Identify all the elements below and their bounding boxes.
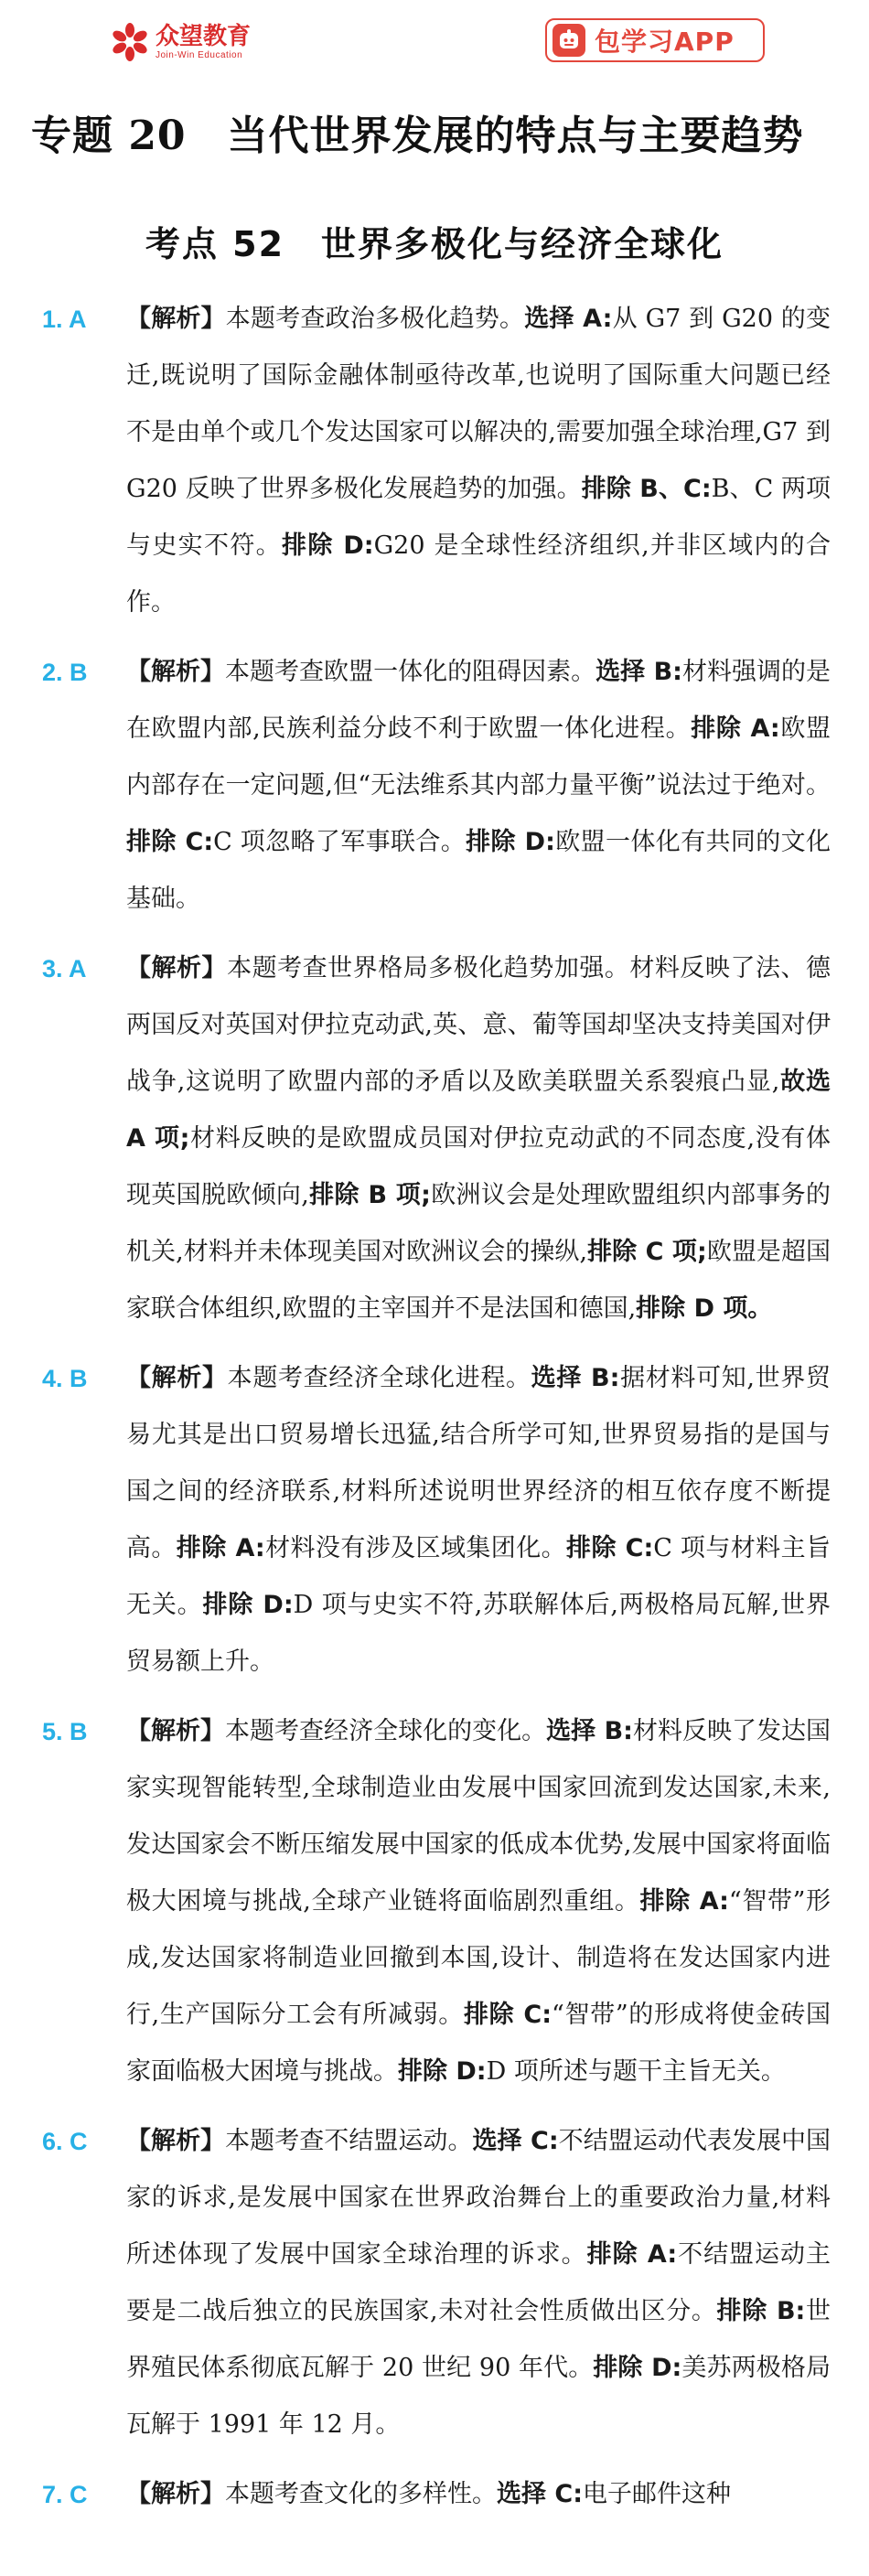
answer-number: 5. B [42, 1718, 88, 1745]
answer-keyword: 【解析】 [126, 658, 226, 686]
brand-name-en: Join-Win Education [156, 49, 243, 60]
answer-keyword: 排除 C 项; [587, 1238, 707, 1266]
brand-logo [110, 22, 251, 62]
answer-item [42, 291, 831, 631]
answer-text: 世界殖民体系彻底瓦解于 20 世纪 90 年代。 [126, 2297, 831, 2382]
answer-keyword: 排除 D 项。 [636, 1294, 773, 1323]
answer-item [42, 1703, 831, 2100]
answer-explanation [126, 1350, 831, 1690]
answer-keyword: 排除 C: [463, 2001, 553, 2029]
answer-explanation [126, 2113, 831, 2453]
answer-explanation [126, 1703, 831, 2100]
answer-explanation [126, 291, 831, 631]
answer-keyword: 排除 D: [282, 531, 374, 560]
answer-text: 不结盟运动主要是二战后独立的民族国家,未对社会性质做出区分。 [126, 2240, 831, 2325]
answer-text: C 项与材料主旨无关。 [126, 1534, 831, 1619]
answer-text: 材料反映的是欧盟成员国对伊拉克动武的不同态度,没有体现英国脱欧倾向, [126, 1124, 831, 1209]
chapter-title: 专题 20 当代世界发展的特点与主要趋势 [31, 113, 804, 159]
brand-flower-icon [110, 22, 150, 62]
answer-keyword: 排除 D: [593, 2354, 682, 2382]
answer-keyword: 排除 B、C: [581, 475, 712, 503]
answer-keyword: 排除 B 项; [308, 1181, 431, 1209]
answer-text: 欧盟是超国家联合体组织,欧盟的主宰国并不是法国和德国, [126, 1238, 831, 1323]
answer-keyword: 选择 B: [595, 658, 682, 686]
answer-text: “智带”形成,发达国家将制造业回撤到本国,设计、制造将在发达国家内进行,生产国际分工会有所减弱。 [126, 1887, 831, 2029]
answer-text: G20 是全球性经济组织,并非区域内的合作。 [126, 531, 831, 617]
answer-text: 本题考查不结盟运动。 [225, 2127, 473, 2155]
answer-number: 1. A [42, 306, 87, 333]
answer-text: 不结盟运动代表发展中国家的诉求,是发展中国家在世界政治舞台上的重要政治力量,材料所述体现了发展中国家全球治理的诉求。 [126, 2127, 831, 2269]
answer-keyword: 排除 B: [716, 2297, 806, 2325]
answer-text: 据材料可知,世界贸易尤其是出口贸易增长迅猛,结合所学可知,世界贸易指的是国与国之间的经济联系,材料所述说明世界经济的相互依存度不断提高。 [126, 1364, 831, 1562]
answer-item [42, 2466, 831, 2523]
answer-text: C 项忽略了军事联合。 [213, 828, 467, 856]
answer-item [42, 2113, 831, 2453]
answer-keyword: 【解析】 [126, 1717, 226, 1745]
answer-text: 电子邮件这种 [583, 2480, 732, 2508]
answer-text: 本题考查政治多极化趋势。 [225, 305, 525, 333]
answer-text: 欧洲议会是处理欧盟组织内部事务的机关,材料并未体现美国对欧洲议会的操纵, [126, 1181, 831, 1266]
answer-item [42, 940, 831, 1337]
answer-text: “智带”的形成将使金砖国家面临极大困境与挑战。 [126, 2001, 831, 2086]
answer-keyword: 排除 A: [691, 714, 780, 743]
answer-text: 本题考查文化的多样性。 [225, 2480, 497, 2508]
answer-keyword: 【解析】 [126, 2127, 226, 2155]
answer-keyword: 选择 A: [524, 305, 613, 333]
answer-item [42, 644, 831, 928]
answer-keyword: 故选 A 项; [126, 1068, 831, 1153]
answer-keyword: 排除 A: [639, 1887, 729, 1916]
answer-number: 3. A [42, 955, 87, 982]
answer-number: 2. B [42, 659, 88, 686]
app-mascot-icon [553, 24, 585, 57]
answer-text: 材料没有涉及区域集团化。 [264, 1534, 567, 1562]
answer-keyword: 排除 C: [566, 1534, 654, 1562]
answer-keyword: 排除 A: [586, 2240, 678, 2269]
answer-keyword: 排除 D: [398, 2057, 487, 2086]
answer-keyword: 【解析】 [126, 305, 226, 333]
answer-explanation [126, 644, 831, 928]
answer-number: 7. C [42, 2481, 88, 2508]
answer-explanation [126, 2466, 831, 2523]
answer-text: B、C 两项与史实不符。 [126, 475, 831, 560]
answer-text: 本题考查世界格局多极化趋势加强。材料反映了法、德两国反对英国对伊拉克动武,英、意、葡等国却坚决支持美国对伊战争,这说明了欧盟内部的矛盾以及欧美联盟关系裂痕凸显, [126, 954, 831, 1096]
answer-explanation [126, 940, 831, 1337]
answer-keyword: 【解析】 [126, 954, 228, 982]
answer-text: 材料强调的是在欧盟内部,民族利益分歧不利于欧盟一体化进程。 [126, 658, 831, 743]
answer-text: 从 G7 到 G20 的变迁,既说明了国际金融体制亟待改革,也说明了国际重大问题已经不是由单个或几个发达国家可以解决的,需要加强全球治理,G7 到 G20 反映了世界多极化发展趋势的加强。 [126, 305, 831, 503]
answer-text: 本题考查经济全球化的变化。 [225, 1717, 547, 1745]
answer-keyword: 排除 D: [202, 1591, 294, 1619]
answer-keyword: 选择 C: [497, 2480, 584, 2508]
answer-text: D 项所述与题干主旨无关。 [486, 2057, 786, 2086]
answer-text: 美苏两极格局瓦解于 1991 年 12 月。 [126, 2354, 831, 2439]
answer-text: 本题考查经济全球化进程。 [227, 1364, 531, 1392]
answer-text: D 项与史实不符,苏联解体后,两极格局瓦解,世界贸易额上升。 [126, 1591, 831, 1676]
answer-text: 欧盟内部存在一定问题,但“无法维系其内部力量平衡”说法过于绝对。 [126, 714, 831, 800]
answer-keyword: 排除 A: [176, 1534, 265, 1562]
answer-text: 材料反映了发达国家实现智能转型,全球制造业由发展中国家回流到发达国家,未来,发达国家会不断压缩发展中国家的低成本优势,发展中国家将面临极大困境与挑战,全球产业链将面临剧烈重组。 [126, 1717, 831, 1916]
answer-list [42, 291, 831, 2536]
answer-keyword: 【解析】 [126, 1364, 228, 1392]
answer-keyword: 【解析】 [126, 2480, 225, 2508]
brand-name: 众望教育 [156, 22, 252, 50]
answer-keyword: 排除 C: [126, 828, 214, 856]
answer-item [42, 1350, 831, 1690]
answer-text: 本题考查欧盟一体化的阻碍因素。 [225, 658, 596, 686]
answer-keyword: 选择 B: [546, 1717, 633, 1745]
answer-text: 欧盟一体化有共同的文化基础。 [126, 828, 831, 913]
app-label: 包学习APP [595, 27, 735, 57]
section-title: 考点 52 世界多极化与经济全球化 [145, 224, 724, 264]
answer-number: 4. B [42, 1365, 88, 1392]
answer-keyword: 选择 C: [472, 2127, 559, 2155]
answer-keyword: 排除 D: [466, 828, 555, 856]
answer-keyword: 选择 B: [531, 1364, 620, 1392]
page-header [0, 13, 869, 77]
app-badge [545, 18, 765, 62]
answer-number: 6. C [42, 2128, 88, 2155]
